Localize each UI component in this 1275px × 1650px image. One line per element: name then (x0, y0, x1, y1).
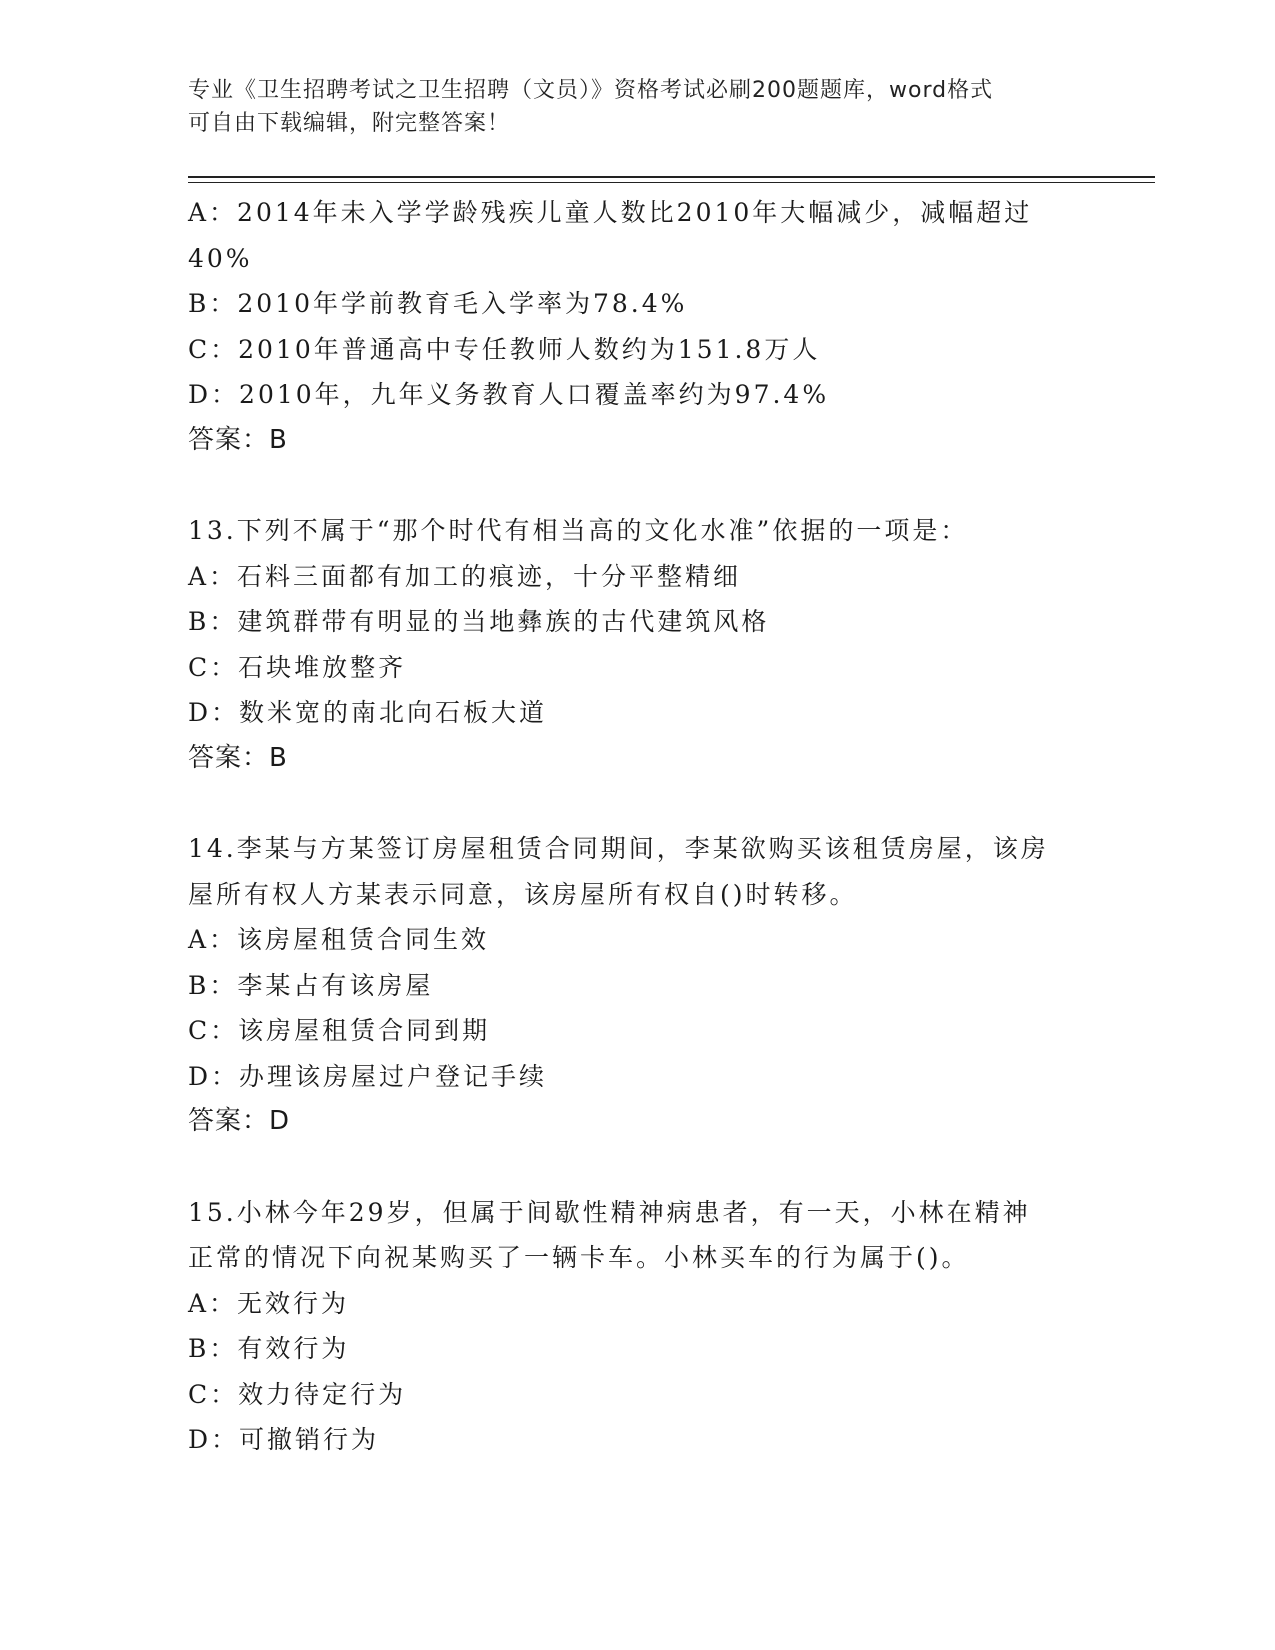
spacer (188, 1145, 1088, 1190)
answer-label: 答案：B (188, 742, 288, 773)
question-12 (188, 190, 1088, 463)
option-c: C：效力待定行为 (188, 1379, 407, 1409)
question-15 (188, 1190, 1088, 1463)
question-13 (188, 508, 1088, 781)
option-d: D：办理该房屋过户登记手续 (188, 1061, 548, 1091)
option-c: C：该房屋租赁合同到期 (188, 1016, 491, 1045)
option-b: B：有效行为 (188, 1334, 350, 1363)
option-c: C：2010年普通高中专任教师人数约为151.8万人 (188, 334, 821, 364)
option-b: B：建筑群带有明显的当地彝族的古代建筑风格 (188, 607, 770, 636)
question-content (188, 190, 1088, 1463)
option-b: B：李某占有该房屋 (188, 970, 434, 1000)
answer-label: 答案：D (188, 1106, 291, 1136)
answer-label: 答案：B (188, 424, 288, 455)
header-divider-thick (188, 176, 1155, 178)
question-stem-continued: 正常的情况下向祝某购买了一辆卡车。小林买车的行为属于()。 (188, 1243, 970, 1272)
option-b: B：2010年学前教育毛入学率为78.4% (188, 289, 688, 318)
option-d: D：数米宽的南北向石板大道 (188, 698, 548, 727)
header-line-1: 专业《卫生招聘考试之卫生招聘（文员）》资格考试必刷200题题库，word格式 (188, 78, 994, 103)
header-line-2: 可自由下载编辑，附完整答案！ (188, 111, 511, 136)
option-d: D：可撤销行为 (188, 1425, 380, 1454)
option-d: D：2010年，九年义务教育人口覆盖率约为97.4% (188, 380, 830, 409)
option-a: A：该房屋租赁合同生效 (188, 925, 490, 954)
spacer (188, 463, 1088, 508)
question-14 (188, 826, 1088, 1145)
option-a-continued: 40% (188, 243, 253, 273)
option-c: C：石块堆放整齐 (188, 652, 407, 682)
option-a: A：无效行为 (188, 1288, 350, 1318)
option-a: A：石料三面都有加工的痕迹，十分平整精细 (188, 561, 742, 591)
spacer (188, 781, 1088, 826)
option-a: A：2014年未入学学龄残疾儿童人数比2010年大幅减少，减幅超过 (188, 198, 1033, 227)
header-divider-thin (188, 182, 1155, 183)
question-stem: 13.下列不属于“那个时代有相当高的文化水准”依据的一项是： (188, 516, 969, 545)
question-stem: 15.小林今年29岁，但属于间歇性精神病患者，有一天，小林在精神 (188, 1197, 1031, 1227)
question-stem: 14.李某与方某签订房屋租赁合同期间，李某欲购买该租赁房屋，该房 (188, 834, 1049, 863)
question-stem-continued: 屋所有权人方某表示同意，该房屋所有权自()时转移。 (188, 879, 858, 909)
document-header (188, 74, 1088, 140)
